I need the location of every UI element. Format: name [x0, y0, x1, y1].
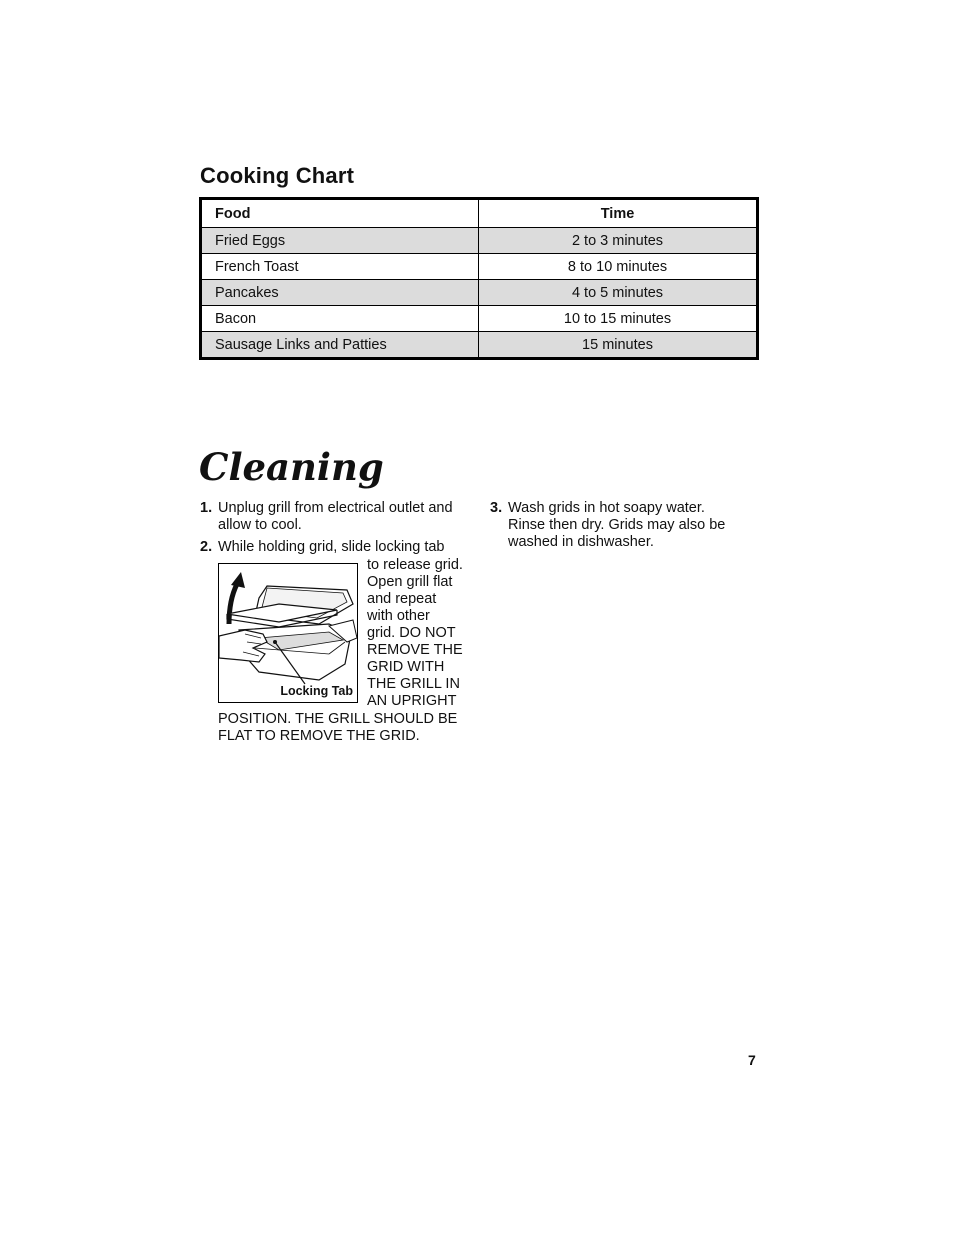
step-text-line: Open grill flat: [367, 574, 453, 590]
food-column-header: Food: [201, 199, 479, 228]
table-row: [201, 306, 758, 332]
step-text-line: grid. DO NOT: [367, 625, 456, 641]
grill-locking-tab-illustration: [219, 564, 357, 702]
step-number: 1.: [200, 500, 213, 516]
time-cell: 10 to 15 minutes: [479, 306, 758, 332]
step-2-wrapped-text: [367, 557, 463, 710]
cleaning-step-2: [200, 539, 480, 556]
table-row: [201, 332, 758, 359]
cleaning-title: Cleaning: [199, 445, 384, 489]
cleaning-step-1: [200, 500, 480, 534]
step-text-line: Rinse then dry. Grids may also be: [508, 517, 726, 533]
step-number: 2.: [200, 539, 213, 555]
food-cell: Fried Eggs: [201, 228, 479, 254]
time-cell: 8 to 10 minutes: [479, 254, 758, 280]
step-text-line: While holding grid, slide locking tab: [218, 539, 445, 555]
step-text-line: and repeat: [367, 591, 437, 607]
cooking-chart-title: Cooking Chart: [200, 163, 355, 188]
step-text-line: washed in dishwasher.: [508, 534, 654, 550]
step-number: 3.: [490, 500, 503, 516]
food-cell: Sausage Links and Patties: [201, 332, 479, 359]
time-cell: 15 minutes: [479, 332, 758, 359]
step-text-line: Wash grids in hot soapy water.: [508, 500, 705, 516]
step-text-line: allow to cool.: [218, 517, 302, 533]
grill-illustration: [218, 563, 358, 703]
step-text-line: Unplug grill from electrical outlet and: [218, 500, 453, 516]
step-text-line: POSITION. THE GRILL SHOULD BE: [218, 711, 458, 727]
step-text-line: THE GRILL IN: [367, 676, 460, 692]
table-row: [201, 228, 758, 254]
step-text-line: to release grid.: [367, 557, 463, 573]
step-text-line: FLAT TO REMOVE THE GRID.: [218, 728, 420, 744]
step-text-line: GRID WITH: [367, 659, 445, 675]
food-cell: French Toast: [201, 254, 479, 280]
page-number: 7: [748, 1052, 756, 1068]
food-cell: Pancakes: [201, 280, 479, 306]
cooking-chart-table: [199, 197, 759, 360]
time-cell: 4 to 5 minutes: [479, 280, 758, 306]
locking-tab-label: Locking Tab: [280, 684, 353, 698]
step-text-line: AN UPRIGHT: [367, 693, 457, 709]
step-text-line: with other: [367, 608, 430, 624]
table-row: [201, 280, 758, 306]
time-cell: 2 to 3 minutes: [479, 228, 758, 254]
time-column-header: Time: [479, 199, 758, 228]
table-header-row: [201, 199, 758, 228]
food-cell: Bacon: [201, 306, 479, 332]
step-text-line: REMOVE THE: [367, 642, 463, 658]
table-row: [201, 254, 758, 280]
cleaning-step-3: [490, 500, 750, 551]
step-2-continued-text: [218, 711, 457, 745]
